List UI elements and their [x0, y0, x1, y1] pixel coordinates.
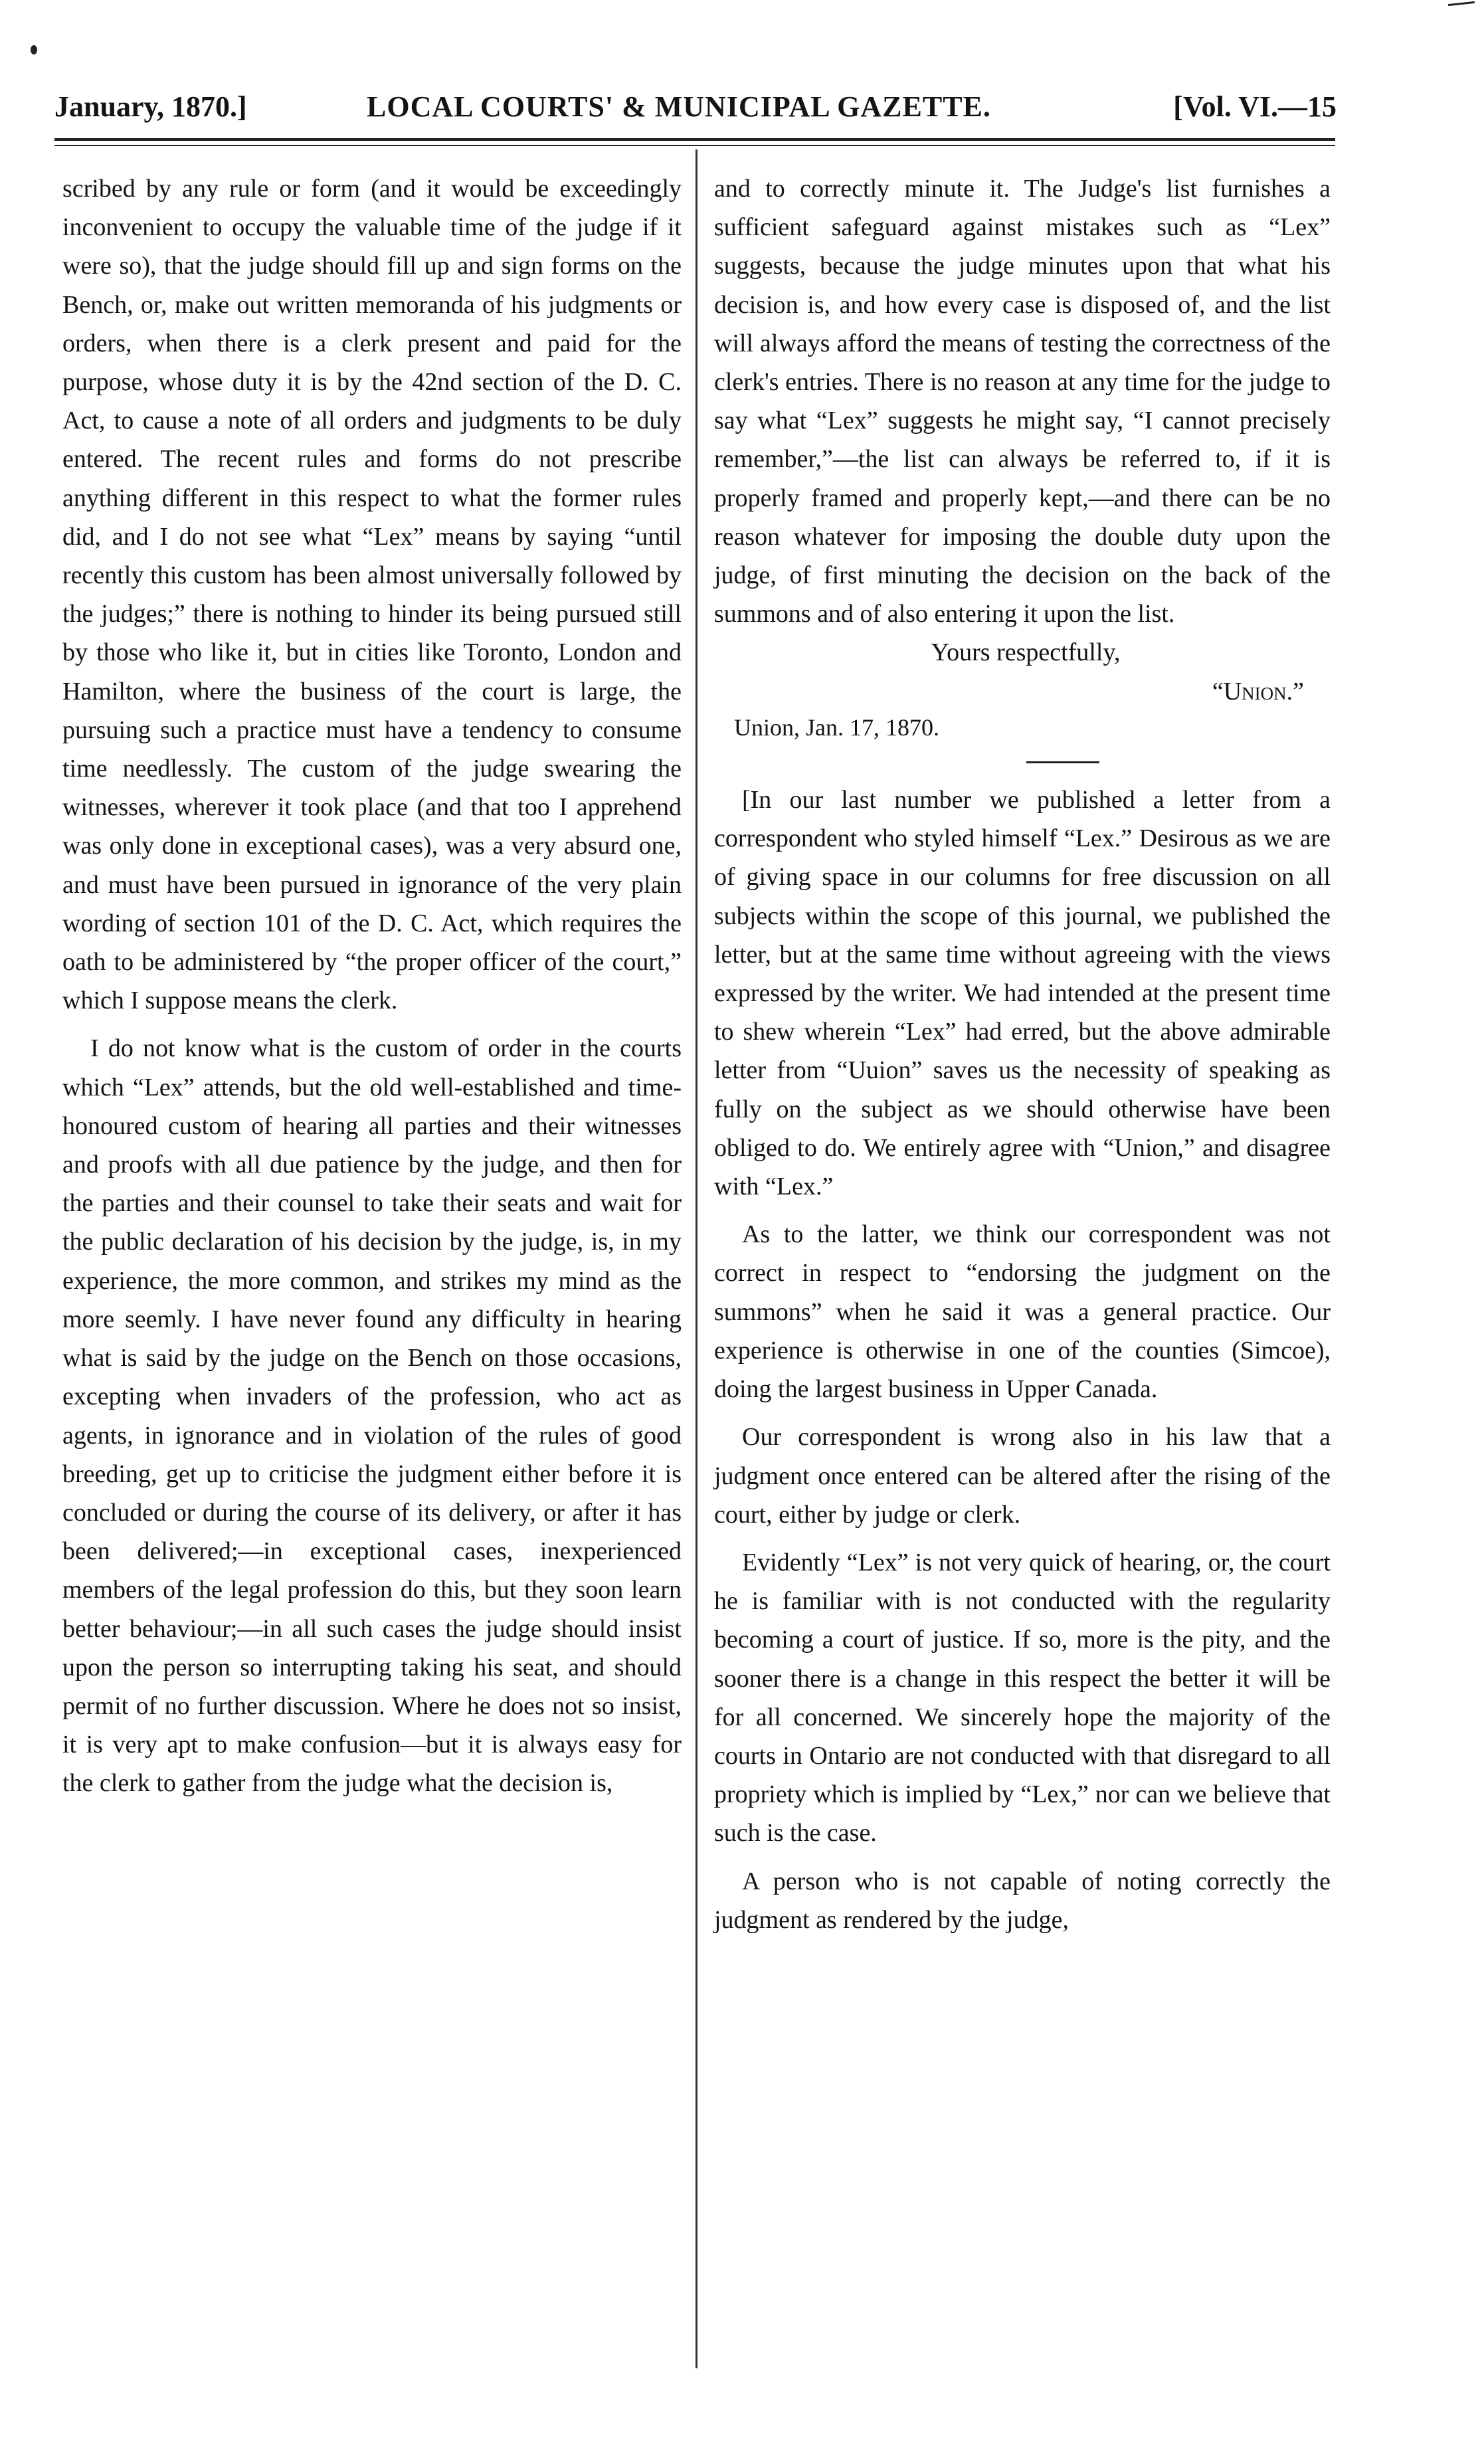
body-paragraph: I do not know what is the custom of order in the courts which “Lex” attends, but the old well-established and time-honoured custom of hearing all parties and their witnesses and proofs with all due patience by the judge, and then for the parties and their counsel to take their seats and wait for the public declaration of his decision by the judge, is, in my experience, the more common, and strikes my mind as the more seemly. I have never found any difficulty in hearing what is said by the judge on the Bench on those occasions, excepting when invaders of the profession, who act as agents, in ignorance and in violation of the rules of good breeding, get up to criticise the judgment either before it is concluded or during the course of its delivery, or after it has been delivered;—in exceptional cases, inexperienced members of the legal profession do this, but they soon learn better behaviour;—in all such cases the judge should insist upon the person so interrupting taking his seat, and should permit of no further discussion. Where he does not so insist, it is very apt to make confusion—but it is always easy for the clerk to gather from the judge what the decision is, — [62, 1034, 682, 1798]
editorial-paragraph: Our correspondent is wrong also in his law that a judgment once entered can be altered after the rising of the court, either by judge or clerk. — [714, 1423, 1331, 1529]
right-column — [714, 169, 1331, 1939]
editorial-paragraph: Evidently “Lex” is not very quick of hearing, or, the court he is familiar with is not conducted with the regularity becoming a court of justice. If so, more is the pity, and the sooner there is a change in this respect the better it will be for all concerned. We sincerely hope the majority of the courts in Ontario are not conducted with that disregard to all propriety which is implied by “Lex,” nor can we believe that such is the case. — [714, 1548, 1331, 1848]
volume-page: [Vol. VI.—15 — [1173, 90, 1337, 123]
editorial-paragraph: A person who is not capable of noting correctly the judgment as rendered by the judge, — [714, 1867, 1331, 1934]
header-rule-thick — [54, 138, 1335, 141]
left-column — [62, 169, 682, 1803]
editorial-paragraph: As to the latter, we think our correspondent was not correct in respect to “endorsing the judgment on the summons” when he said it was a general practice. Our experience is otherwise in one of the counties (Simcoe), doing the largest business in Upper Canada. — [714, 1220, 1331, 1404]
running-header — [54, 90, 1337, 130]
column-divider — [696, 149, 697, 2368]
letter-closing: Yours respectfully, — [931, 638, 1121, 667]
issue-date: January, 1870.] — [54, 90, 247, 123]
letter-dateline: Union, Jan. 17, 1870. — [734, 713, 939, 741]
body-paragraph: scribed by any rule or form (and it would be exceedingly inconvenient to occupy the valuable time of the judge if it were so), that the judge should fill up and sign forms on the Bench, or, make out written memoranda of his judgments or orders, when there is a clerk present and paid for the purpose, whose duty it is by the 42nd section of the D. C. Act, to cause a note of all orders and judgments to be duly entered. The recent rules and forms do not prescribe anything different in this respect to what the former rules did, and I do not see what “Lex” means by saying “until recently this custom has been almost universally followed by the judges;” there is nothing to hinder its being pursued still by those who like it, but in cities like Toronto, London and Hamilton, where the business of the court is large, the pursuing such a practice must have a tendency to consume time needlessly. The custom of the judge swearing the witnesses, wherever it took place (and that too I apprehend was only done in exceptional cases), was a very absurd one, and must have been pursued in ignorance of the very plain wording of section 101 of the D. C. Act, which requires the oath to be administered by “the proper officer of the court,” which I suppose means the clerk. — [62, 175, 682, 1015]
editorial-paragraph: [In our last number we published a letter from a correspondent who styled himself “Lex.” Desirous as we are of giving space in our columns for free discussion on all subjects within the scope of this journal, we published the letter, but at the same time without agreeing with the views expressed by the writer. We had intended at the present time to shew wherein “Lex” had erred, but the above admirable letter from “Uuion” saves us the necessity of speaking as fully on the subject as we should otherwise have been obliged to do. We entirely agree with “Union,” and disagree with “Lex.” — [714, 786, 1331, 1201]
publication-title: LOCAL COURTS' & MUNICIPAL GAZETTE. — [367, 90, 991, 123]
letter-signature: “Union.” — [1212, 677, 1304, 706]
ink-mark — [1448, 1, 1475, 6]
section-separator — [1026, 761, 1099, 763]
body-paragraph: and to correctly minute it. The Judge's list furnishes a sufficient safeguard against mistakes such as “Lex” suggests, because the judge minutes upon that what his decision is, and how every case is disposed of, and the list will always afford the means of testing the correctness of the clerk's entries. There is no reason at any time for the judge to say what “Lex” suggests he might say, “I cannot precisely remember,”—the list can always be referred to, if it is properly framed and properly kept,—and there can be no reason whatever for imposing the double duty upon the judge, of first minuting the decision on the back of the summons and of also entering it upon the list. — [714, 175, 1331, 628]
header-rule-thin — [54, 145, 1335, 146]
ink-speck — [31, 45, 37, 54]
